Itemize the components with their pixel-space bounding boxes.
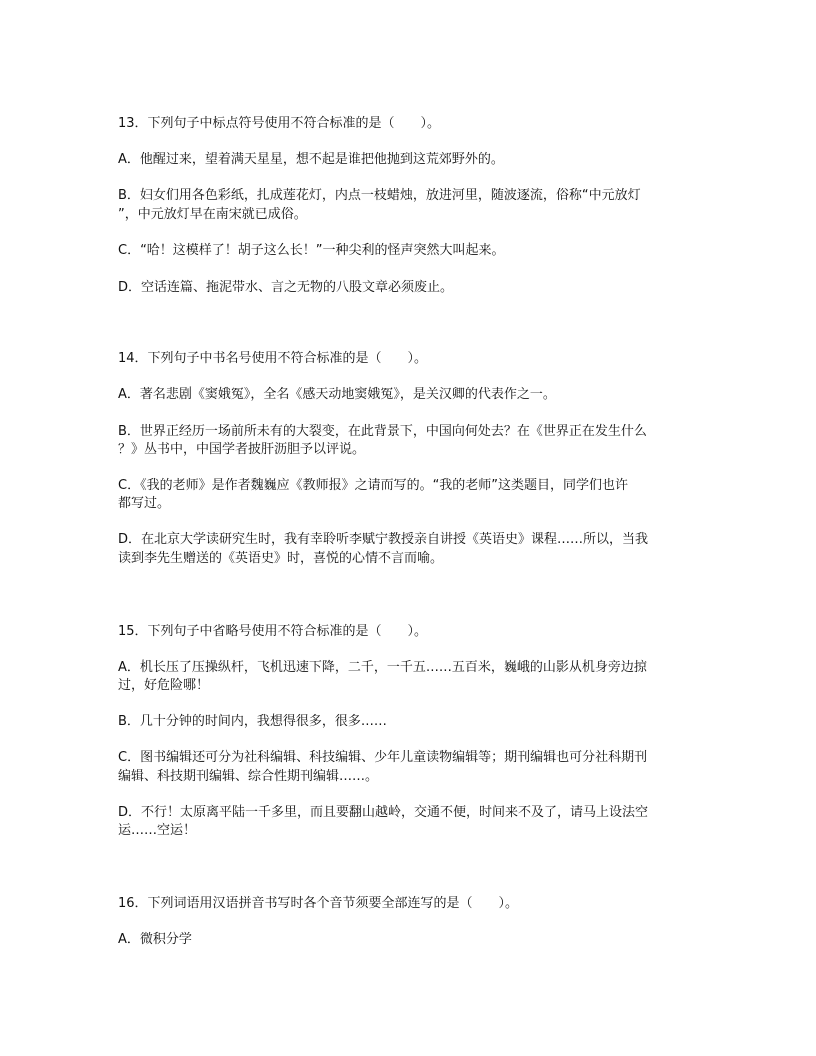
question-15-option-d-line-2: 运……空运！ xyxy=(118,823,197,838)
question-16-stem: 16．下列词语用汉语拼音书写时各个音节须要全部连写的是（ ）。 xyxy=(118,896,519,911)
question-16-option-a: A．微积分学 xyxy=(118,932,192,947)
question-14-stem: 14．下列句子中书名号使用不符合标准的是（ ）。 xyxy=(118,351,428,366)
question-13-option-d: D．空话连篇、拖泥带水、言之无物的八股文章必须废止。 xyxy=(118,280,454,295)
question-13-option-b-line-1: B．妇女们用各色彩纸，扎成莲花灯，内点一枝蜡烛，放进河里，随波逐流，俗称“中元放灯 xyxy=(118,188,641,203)
question-15-option-d-line-1: D．不行！太原离平陆一千多里，而且要翻山越岭，交通不便，时间来不及了，请马上设法空 xyxy=(118,805,649,820)
question-13-stem: 13．下列句子中标点符号使用不符合标准的是（ ）。 xyxy=(118,116,441,131)
question-15-stem: 15．下列句子中省略号使用不符合标准的是（ ）。 xyxy=(118,624,428,639)
question-13-option-b-line-2: ”，中元放灯早在南宋就已成俗。 xyxy=(118,207,307,222)
question-14-option-a: A．著名悲剧《窦娥冤》，全名《感天动地窦娥冤》，是关汉卿的代表作之一。 xyxy=(118,387,556,402)
question-15-option-c-line-2: 编辑、科技期刊编辑、综合性期刊编辑……。 xyxy=(118,769,379,784)
question-13-option-c: C．“哈！这模样了！胡子这么长！”一种尖利的怪声突然大叫起来。 xyxy=(118,243,505,258)
question-15-option-c-line-1: C．图书编辑还可分为社科编辑、科技编辑、少年儿童读物编辑等；期刊编辑也可分社科期刊 xyxy=(118,750,648,765)
question-15-option-a-line-1: A．机长压了压操纵杆，飞机迅速下降，二千，一千五……五百米，巍峨的山影从机身旁边掠 xyxy=(118,660,647,675)
question-13-option-a: A．他醒过来，望着满天星星，想不起是谁把他抛到这荒郊野外的。 xyxy=(118,152,504,167)
question-14-option-c-line-2: 都写过。 xyxy=(118,496,171,511)
question-15-option-a-line-2: 过，好危险哪！ xyxy=(118,678,210,693)
question-14-option-b-line-1: B．世界正经历一场前所未有的大裂变，在此背景下，中国向何处去？在《世界正在发生什么 xyxy=(118,424,647,439)
question-14-option-d-line-1: D．在北京大学读研究生时，我有幸聆听李赋宁教授亲自讲授《英语史》课程……所以，当我 xyxy=(118,532,649,547)
question-14-option-d-line-2: 读到李先生赠送的《英语史》时，喜悦的心情不言而喻。 xyxy=(118,551,444,566)
question-14-option-c-line-1: C．《我的老师》是作者魏巍应《教师报》之请而写的。“我的老师”这类题目，同学们也许 xyxy=(118,478,629,493)
question-15-option-b: B．几十分钟的时间内，我想得很多，很多…… xyxy=(118,714,387,729)
question-14-option-b-line-2: ？》丛书中，中国学者披肝沥胆予以评说。 xyxy=(118,442,366,457)
